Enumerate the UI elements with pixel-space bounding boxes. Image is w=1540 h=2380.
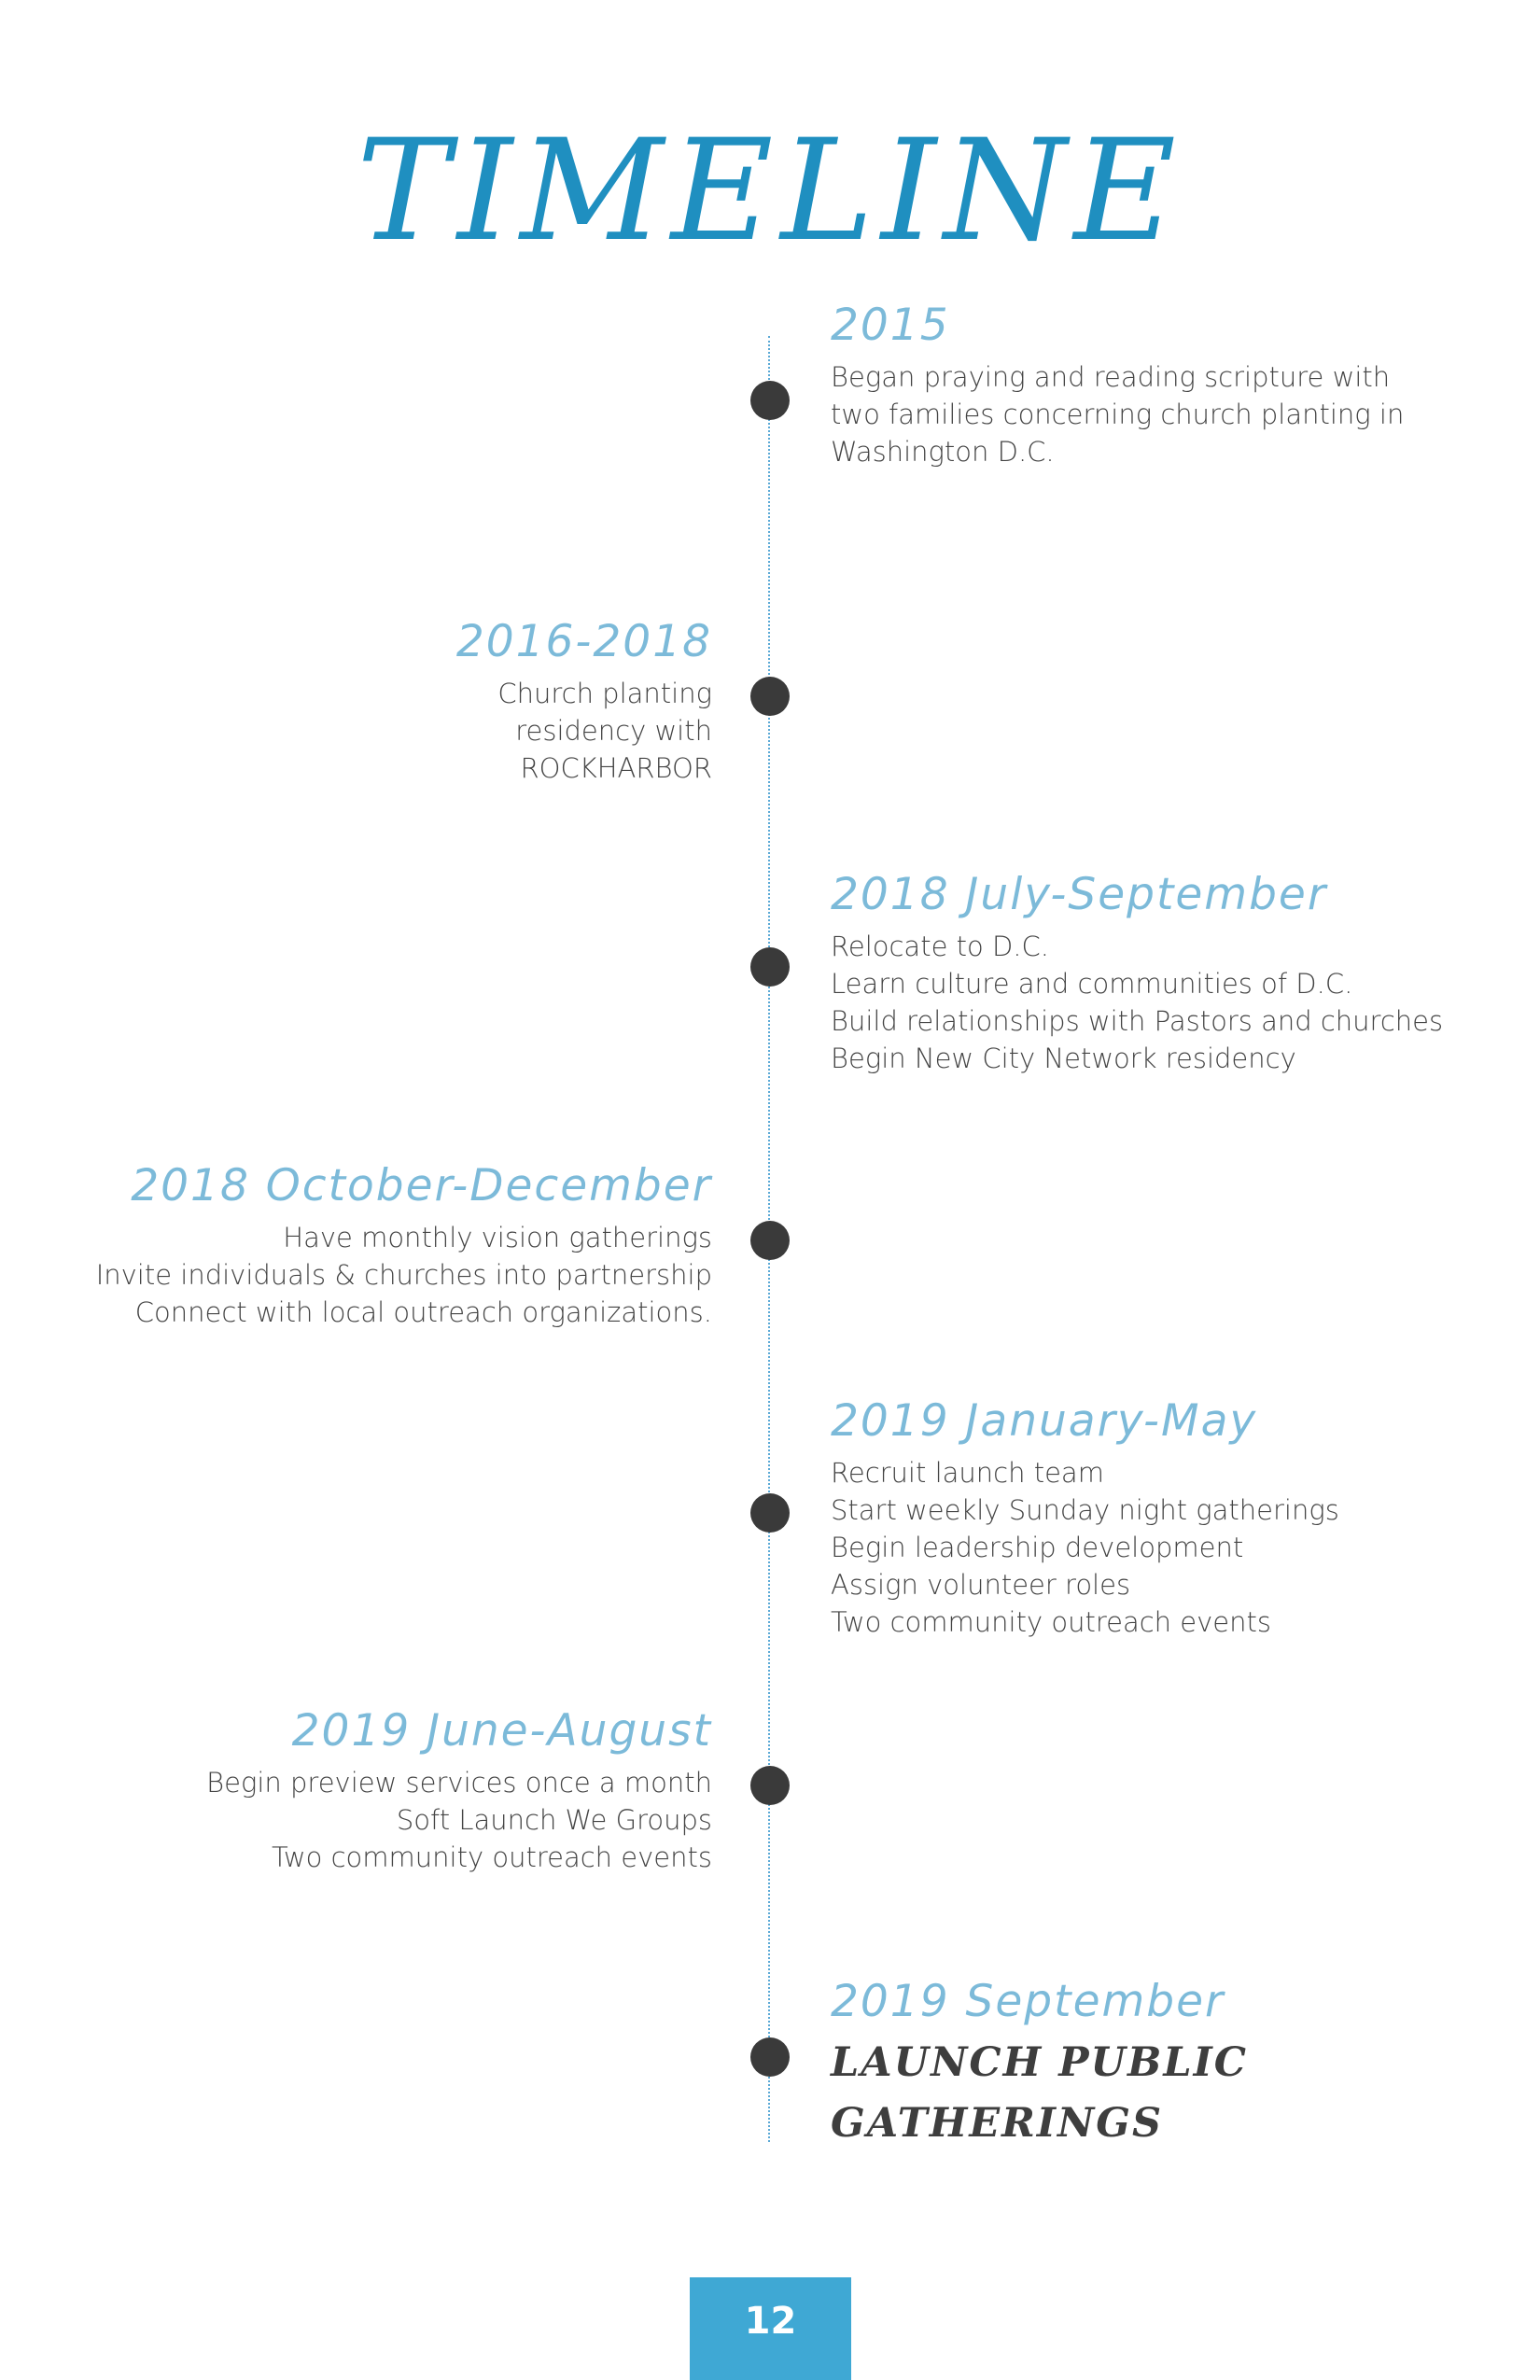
timeline-dot [750,1493,790,1533]
entry-line: Have monthly vision gatherings [283,1222,712,1253]
entry-line: Connect with local outreach organizations. [134,1296,712,1328]
entry-line: Two community outreach events [831,1606,1271,1638]
entry-line: ROCKHARBOR [520,752,712,784]
timeline-entry-2019-september [831,1975,1248,2154]
entry-year: 2019 January-May [831,1395,1258,1447]
page-title: TIMELINE [357,110,1183,273]
entry-line: Begin leadership development [831,1532,1244,1563]
timeline-entry-2015 [831,299,1404,470]
entry-line: Church planting [497,678,712,709]
entry-line: Begin preview services once a month [206,1767,712,1799]
entry-line: Learn culture and communities of D.C. [831,968,1353,1000]
timeline-entry-2016-2018 [456,615,712,787]
timeline-dot [750,677,790,716]
page-number: 12 [744,2300,797,2343]
entry-line: Build relationships with Pastors and churches [831,1005,1444,1037]
entry-line: Assign volunteer roles [831,1569,1131,1601]
entry-line: Began praying and reading scripture with [831,361,1391,393]
page-number-box [690,2277,851,2380]
entry-line: Two community outreach events [272,1841,712,1873]
timeline-entry-2019-january-may [831,1394,1339,1641]
entry-line: Relocate to D.C. [831,931,1049,962]
entry-line: Start weekly Sunday night gatherings [831,1494,1339,1526]
entry-line: Invite individuals & churches into partnership [95,1259,712,1291]
timeline-entry-2019-june-august [206,1704,712,1876]
entry-line: residency with [515,715,712,747]
entry-line: two families concerning church planting in [831,399,1405,430]
entry-year: 2016-2018 [455,616,712,667]
timeline-dot [750,1221,790,1260]
entry-year: 2019 September [831,1976,1225,2027]
launch-headline-line: LAUNCH PUBLIC [831,2039,1248,2086]
launch-headline-line: GATHERINGS [831,2100,1164,2147]
entry-year: 2018 October-December [131,1160,712,1211]
entry-line: Recruit launch team [831,1457,1104,1489]
timeline-dot [750,381,790,420]
timeline-entry-2018-july-september [831,868,1443,1077]
entry-line: Washington D.C. [831,436,1055,468]
entry-year: 2018 July-September [831,869,1328,920]
entry-year: 2019 June-August [291,1705,712,1757]
timeline-dot [750,2037,790,2077]
timeline-dot [750,947,790,987]
timeline-dot [750,1766,790,1805]
entry-line: Begin New City Network residency [831,1043,1296,1074]
timeline-entry-2018-october-december [96,1159,712,1331]
entry-line: Soft Launch We Groups [396,1804,712,1836]
entry-year: 2015 [831,300,950,351]
